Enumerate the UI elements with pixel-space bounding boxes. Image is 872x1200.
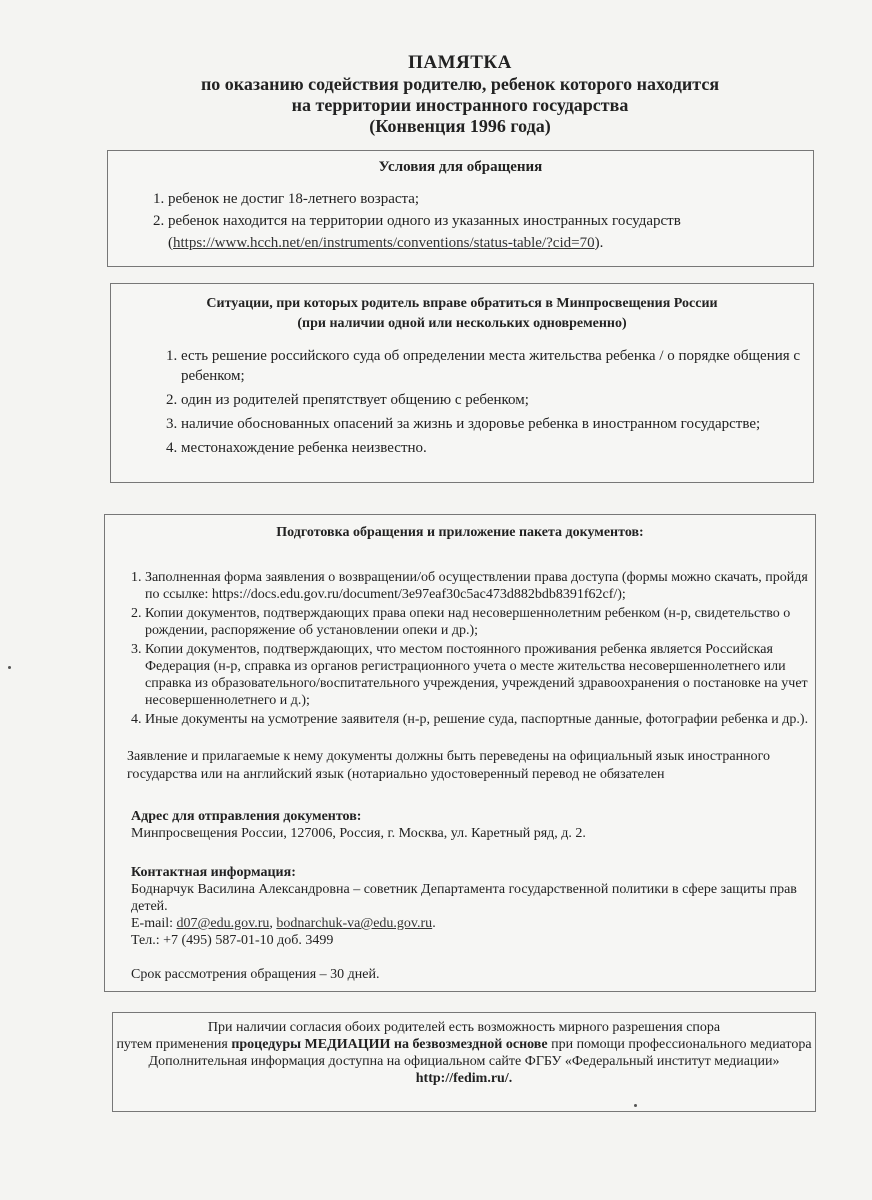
link-close: ). (594, 235, 604, 251)
situations-heading (111, 294, 813, 334)
email-line (131, 915, 803, 932)
subtitle-line-3: (Конвенция 1996 года) (369, 116, 551, 136)
list-item: 2. Копии документов, подтверждающих права опеки над несовершеннолетним ребенком (н-р, свидетельство о рождении, распоряжение об установлении опеки и др.); (145, 605, 815, 639)
status-table-link[interactable]: https://www.hcch.net/en/instruments/conventions/status-table/?cid=70 (173, 235, 595, 251)
situations-heading-line-2: (при наличии одной или нескольких одновременно) (297, 316, 627, 331)
list-item: 2. один из родителей препятствует общению с ребенком; (181, 390, 813, 410)
mediation-box (112, 1012, 816, 1112)
email-label: E-mail: (131, 916, 173, 931)
email-separator: , (269, 916, 273, 931)
email-link-2[interactable]: bodnarchuk-va@edu.gov.ru (276, 916, 433, 931)
preparation-heading: Подготовка обращения и приложение пакета документов: (276, 525, 644, 540)
situations-heading-line-1: Ситуации, при которых родитель вправе обратиться в Минпросвещения России (206, 296, 718, 311)
email-link-1[interactable]: d07@edu.gov.ru (176, 916, 270, 931)
subtitle-line-2: на территории иностранного государства (291, 95, 629, 115)
list-item (168, 210, 813, 254)
subtitle-line-1: по оказанию содействия родителю, ребенок которого находится (200, 74, 720, 94)
document-header (150, 52, 770, 137)
list-item: 3. Копии документов, подтверждающих, что местом постоянного проживания ребенка является Российская Федерация (н-р, справка из органов регистрационного учета о месте жительства несовершеннолетнего или справка из образовательного/воспитательного учреждения, учреждений здравоохранения о постановке на учет несовершеннолетнего и д.); (145, 641, 815, 709)
mediation-bold: процедуры МЕДИАЦИИ на безвозмездной основе (231, 1037, 548, 1052)
address-text: Минпросвещения России, 127006, Россия, г. Москва, ул. Каретный ряд, д. 2. (131, 826, 586, 841)
documents-list (105, 569, 815, 728)
list-item: 1. Заполненная форма заявления о возвращении/об осуществлении права доступа (формы можно скачать, пройдя по ссылке: https://docs.edu.gov.ru/document/3e97eaf30c5ac473d882bdb8391f62cf/); (145, 569, 815, 603)
phone-line: Тел.: +7 (495) 587-01-10 доб. 3499 (131, 933, 334, 948)
scan-mark (8, 666, 11, 669)
conditions-box (107, 150, 814, 267)
scan-mark (634, 1104, 637, 1107)
list-item-text: ребенок находится на территории одного из указанных иностранных государств (168, 213, 681, 229)
contact-section (131, 864, 803, 949)
list-item: 1. ребенок не достиг 18-летнего возраста; (168, 188, 813, 210)
situations-list (111, 346, 813, 458)
contact-person: Боднарчук Василина Александровна – советник Департамента государственной политики в сфере защиты прав детей. (131, 882, 797, 914)
conditions-list (108, 188, 813, 254)
conditions-heading: Условия для обращения (378, 159, 543, 175)
address-section (131, 808, 803, 842)
list-item: 1. есть решение российского суда об определении места жительства ребенка / о порядке общения с ребенком; (181, 346, 813, 386)
list-item: 4. местонахождение ребенка неизвестно. (181, 438, 813, 458)
mediation-url[interactable]: http://fedim.ru/. (415, 1071, 513, 1086)
document-title: ПАМЯТКА (408, 52, 512, 73)
preparation-box (104, 514, 816, 992)
list-item: 4. Иные документы на усмотрение заявителя (н-р, решение суда, паспортные данные, фотографии ребенка и др.). (145, 711, 815, 728)
situations-box (110, 283, 814, 483)
list-item: 3. наличие обоснованных опасений за жизнь и здоровье ребенка в иностранном государстве; (181, 414, 813, 434)
mediation-line-2 (113, 1036, 815, 1053)
review-term: Срок рассмотрения обращения – 30 дней. (131, 967, 380, 982)
mediation-pre: путем применения (116, 1037, 228, 1052)
link-open: ( (168, 235, 173, 251)
mediation-line-3: Дополнительная информация доступна на официальном сайте ФГБУ «Федеральный институт медиации» (148, 1054, 780, 1069)
translation-note: Заявление и прилагаемые к нему документы должны быть переведены на официальный язык иностранного государства или на английский язык (нотариально удостоверенный перевод не обязателен (127, 749, 771, 782)
email-end: . (432, 916, 436, 931)
mediation-line-1: При наличии согласия обоих родителей есть возможность мирного разрешения спора (207, 1020, 721, 1035)
mediation-post: при помощи профессионального медиатора (551, 1037, 812, 1052)
address-label: Адрес для отправления документов: (131, 809, 362, 824)
contact-label: Контактная информация: (131, 865, 296, 880)
